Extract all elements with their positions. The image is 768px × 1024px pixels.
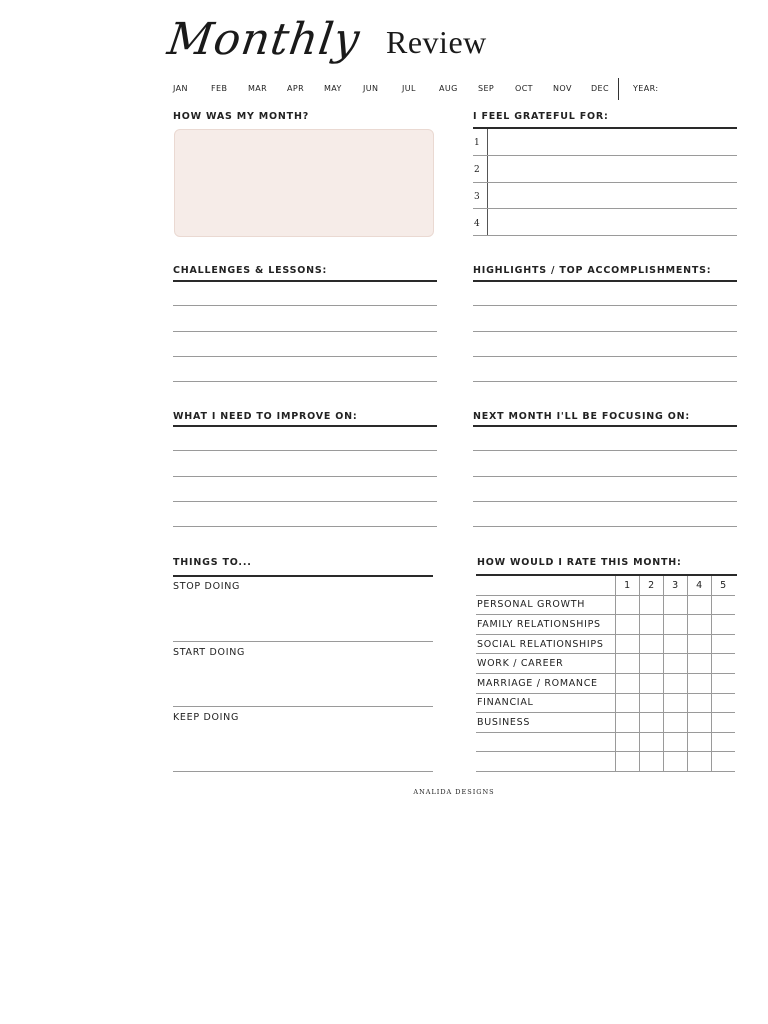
stop-doing-line[interactable] [173, 641, 433, 642]
grateful-heading: I FEEL GRATEFUL FOR: [473, 111, 609, 122]
rating-cell[interactable] [640, 595, 664, 615]
rating-cell[interactable] [688, 654, 712, 674]
grateful-line[interactable] [473, 182, 737, 183]
challenges-line[interactable] [173, 331, 437, 332]
rating-scale-3: 3 [664, 576, 688, 595]
rating-cell[interactable] [712, 595, 736, 615]
month-sep[interactable]: SEP [478, 84, 495, 93]
rating-cell[interactable] [640, 673, 664, 693]
month-mar[interactable]: MAR [248, 84, 268, 93]
rating-cell[interactable] [616, 693, 640, 713]
rating-cell[interactable] [664, 752, 688, 772]
rating-category: FAMILY RELATIONSHIPS [476, 615, 616, 635]
month-dec[interactable]: DEC [591, 84, 610, 93]
rating-cell[interactable] [688, 752, 712, 772]
rating-cell[interactable] [688, 673, 712, 693]
rating-cell[interactable] [688, 693, 712, 713]
rating-cell[interactable] [664, 654, 688, 674]
rating-cell[interactable] [640, 752, 664, 772]
month-nov[interactable]: NOV [553, 84, 572, 93]
rating-cell[interactable] [712, 732, 736, 752]
next-month-heading: NEXT MONTH I'LL BE FOCUSING ON: [473, 411, 690, 422]
challenges-heading: CHALLENGES & LESSONS: [173, 265, 328, 276]
month-feb[interactable]: FEB [211, 84, 228, 93]
rating-cell[interactable] [712, 693, 736, 713]
improve-line[interactable] [173, 476, 437, 477]
rating-header-blank [476, 576, 616, 595]
rating-cell[interactable] [688, 713, 712, 733]
next-month-line[interactable] [473, 476, 737, 477]
rating-cell[interactable] [640, 634, 664, 654]
rating-category: SOCIAL RELATIONSHIPS [476, 634, 616, 654]
next-month-top-rule [473, 425, 737, 427]
rating-category-blank[interactable] [476, 732, 616, 752]
rating-cell[interactable] [640, 654, 664, 674]
grateful-line[interactable] [473, 155, 737, 156]
month-jun[interactable]: JUN [363, 84, 379, 93]
rating-cell[interactable] [616, 634, 640, 654]
improve-top-rule [173, 425, 437, 427]
next-month-line[interactable] [473, 526, 737, 527]
rating-cell[interactable] [664, 713, 688, 733]
rating-category: FINANCIAL [476, 693, 616, 713]
rating-cell[interactable] [688, 634, 712, 654]
grateful-number: 1 [474, 138, 480, 148]
rating-scale-1: 1 [616, 576, 640, 595]
month-divider [618, 78, 619, 100]
rating-cell[interactable] [640, 713, 664, 733]
rating-category: WORK / CAREER [476, 654, 616, 674]
rating-cell[interactable] [664, 634, 688, 654]
rating-header-row [476, 576, 735, 595]
rating-cell[interactable] [688, 595, 712, 615]
rating-scale-5: 5 [712, 576, 736, 595]
grateful-line[interactable] [473, 208, 737, 209]
month-may[interactable]: MAY [324, 84, 342, 93]
rating-cell[interactable] [664, 732, 688, 752]
improve-heading: WHAT I NEED TO IMPROVE ON: [173, 411, 358, 422]
next-month-line[interactable] [473, 501, 737, 502]
rating-cell[interactable] [712, 615, 736, 635]
next-month-line[interactable] [473, 450, 737, 451]
footer-brand: ANALIDA DESIGNS [413, 788, 495, 796]
rating-cell[interactable] [616, 595, 640, 615]
highlights-line[interactable] [473, 381, 737, 382]
rating-row [476, 673, 735, 693]
stop-doing-label: STOP DOING [173, 581, 241, 592]
rating-scale-4: 4 [688, 576, 712, 595]
improve-line[interactable] [173, 501, 437, 502]
grateful-number: 3 [474, 192, 480, 202]
rating-row [476, 595, 735, 615]
rating-cell[interactable] [712, 673, 736, 693]
title-script: Monthly [164, 14, 364, 65]
month-apr[interactable]: APR [287, 84, 305, 93]
rate-heading: HOW WOULD I RATE THIS MONTH: [477, 557, 682, 568]
month-oct[interactable]: OCT [515, 84, 533, 93]
rating-cell[interactable] [664, 615, 688, 635]
rating-row [476, 693, 735, 713]
highlights-line[interactable] [473, 356, 737, 357]
rating-row [476, 654, 735, 674]
things-to-heading: THINGS TO... [173, 557, 252, 568]
rating-category-blank[interactable] [476, 752, 616, 772]
rating-cell[interactable] [616, 713, 640, 733]
year-label: YEAR: [633, 84, 659, 93]
grateful-number: 4 [474, 219, 480, 229]
how-was-month-box[interactable] [174, 129, 434, 237]
keep-doing-label: KEEP DOING [173, 712, 240, 723]
rating-cell[interactable] [688, 732, 712, 752]
rating-row [476, 615, 735, 635]
rating-cell[interactable] [640, 615, 664, 635]
rating-cell[interactable] [664, 693, 688, 713]
improve-line[interactable] [173, 450, 437, 451]
rating-cell[interactable] [712, 752, 736, 772]
start-doing-label: START DOING [173, 647, 246, 658]
highlights-heading: HIGHLIGHTS / TOP ACCOMPLISHMENTS: [473, 265, 712, 276]
improve-line[interactable] [173, 526, 437, 527]
grateful-number: 2 [474, 165, 480, 175]
rating-table [476, 576, 735, 772]
rating-row [476, 713, 735, 733]
rating-cell[interactable] [640, 732, 664, 752]
challenges-line[interactable] [173, 381, 437, 382]
grateful-top-rule [473, 127, 737, 129]
month-jan[interactable]: JAN [173, 84, 188, 93]
challenges-line[interactable] [173, 305, 437, 306]
rating-cell[interactable] [616, 673, 640, 693]
rating-cell[interactable] [712, 634, 736, 654]
rating-cell[interactable] [640, 693, 664, 713]
challenges-top-rule [173, 280, 437, 282]
challenges-line[interactable] [173, 356, 437, 357]
start-doing-line[interactable] [173, 706, 433, 707]
rating-cell[interactable] [712, 654, 736, 674]
rating-cell[interactable] [664, 673, 688, 693]
grateful-line[interactable] [473, 235, 737, 236]
rating-cell[interactable] [712, 713, 736, 733]
keep-doing-line[interactable] [173, 771, 433, 772]
rating-row [476, 732, 735, 752]
month-jul[interactable]: JUL [402, 84, 416, 93]
rating-row [476, 634, 735, 654]
highlights-line[interactable] [473, 305, 737, 306]
rating-cell[interactable] [688, 615, 712, 635]
highlights-line[interactable] [473, 331, 737, 332]
rating-category: MARRIAGE / ROMANCE [476, 673, 616, 693]
highlights-top-rule [473, 280, 737, 282]
rating-cell[interactable] [664, 595, 688, 615]
rating-cell[interactable] [616, 654, 640, 674]
month-aug[interactable]: AUG [439, 84, 458, 93]
rating-row [476, 752, 735, 772]
how-was-month-heading: HOW WAS MY MONTH? [173, 111, 310, 122]
rating-category: BUSINESS [476, 713, 616, 733]
rating-cell[interactable] [616, 615, 640, 635]
rating-category: PERSONAL GROWTH [476, 595, 616, 615]
rating-scale-2: 2 [640, 576, 664, 595]
things-to-top-rule [173, 575, 433, 577]
rating-cell[interactable] [616, 752, 640, 772]
title-main: Review [386, 24, 487, 60]
rating-cell[interactable] [616, 732, 640, 752]
